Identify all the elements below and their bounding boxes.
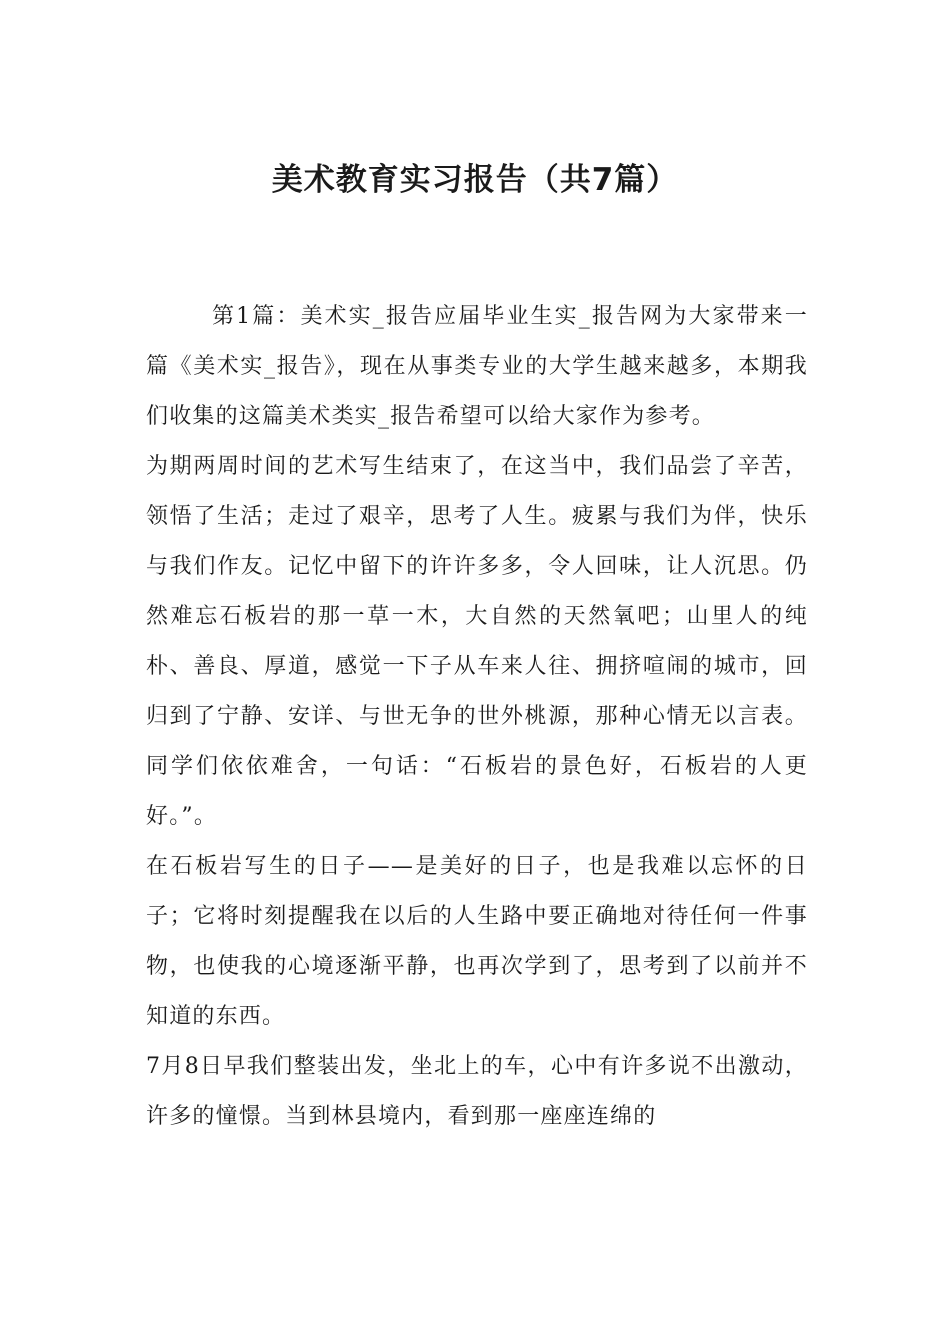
paragraph-2: 为期两周时间的艺术写生结束了，在这当中，我们品尝了辛苦，领悟了生活；走过了艰辛，思考了人生。疲累与我们为伴，快乐与我们作友。记忆中留下的许许多多，令人回味，让人沉思。仍然难忘石板岩的那一草一木，大自然的天然氧吧；山里人的纯朴、善良、厚道，感觉一下子从车来人往、拥挤喧闹的城市，回归到了宁静、安详、与世无争的世外桃源，那种心情无以言表。同学们依依难舍，一句话：“石板岩的景色好，石板岩的人更好。”。 <box>146 454 808 829</box>
document-body <box>146 292 808 1142</box>
paragraph-3: 在石板岩写生的日子——是美好的日子，也是我难以忘怀的日子；它将时刻提醒我在以后的人生路中要正确地对待任何一件事物，也使我的心境逐渐平静，也再次学到了，思考到了以前并不知道的东西。 <box>146 854 808 1029</box>
paragraph-1: 第1篇：美术实_报告应届毕业生实_报告网为大家带来一篇《美术实_报告》，现在从事类专业的大学生越来越多，本期我们收集的这篇美术类实_报告希望可以给大家作为参考。 <box>146 304 808 429</box>
document-title: 美术教育实习报告（共7篇） <box>271 162 679 198</box>
paragraph-4: 7月8日早我们整装出发，坐北上的车，心中有许多说不出激动，许多的憧憬。当到林县境内，看到那一座座连绵的 <box>146 1054 808 1129</box>
